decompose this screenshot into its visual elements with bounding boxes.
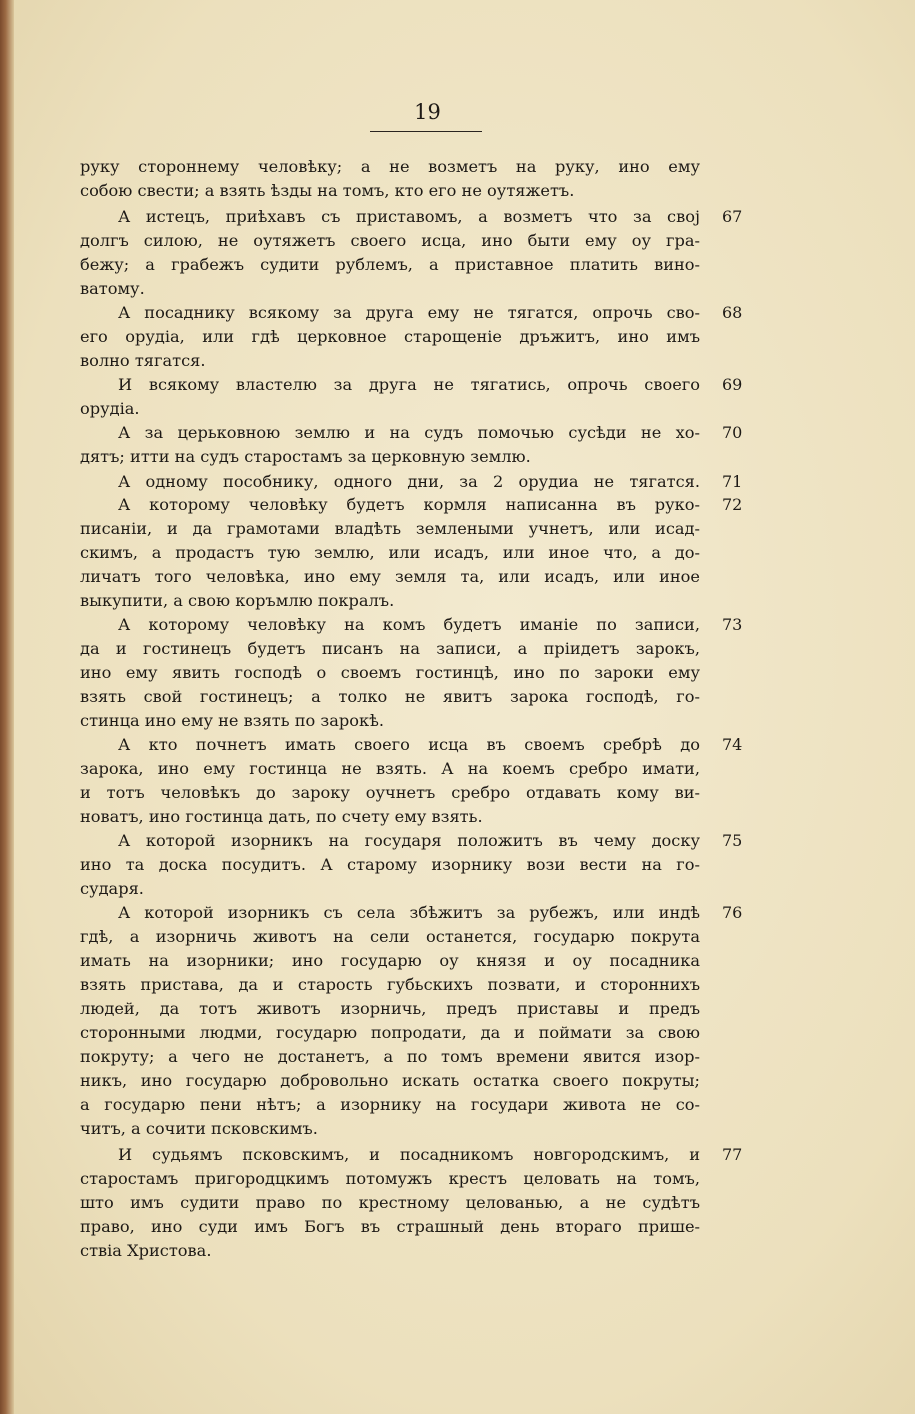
text-line: сударя. <box>80 879 144 898</box>
section-number: 70 <box>722 423 743 442</box>
text-line: писанiи, и да грамотами владѣть землеными учнетъ, или исад- <box>80 519 700 538</box>
section-number: 71 <box>722 472 743 491</box>
section-number: 73 <box>722 615 743 634</box>
text-line: гдѣ, а изорничь животъ на сели останется, государю покрута <box>80 927 700 946</box>
text-line: имать на изорники; ино государю оу князя и оу посадника <box>80 951 700 970</box>
text-line: ино ему явить господѣ о своемъ гостинцѣ, ино по зароки ему <box>80 663 700 682</box>
section-number: 75 <box>722 831 743 850</box>
text-line: читъ, а сочити псковскимъ. <box>80 1119 318 1138</box>
book-spine-edge <box>0 0 14 1414</box>
text-line: выкупити, а свою коръмлю покралъ. <box>80 591 395 610</box>
text-line: право, ино суди имъ Богъ въ страшный день втораго прише- <box>80 1217 700 1236</box>
text-line: А которой изорникъ на государя положитъ въ чему доску <box>118 831 700 850</box>
section-number: 72 <box>722 495 743 514</box>
section-number: 68 <box>722 303 743 322</box>
section-number: 77 <box>722 1145 743 1164</box>
text-line: ствiа Христова. <box>80 1241 212 1260</box>
text-line: долгъ силою, не оутяжетъ своего исца, ино быти ему оу гра- <box>80 231 700 250</box>
text-line: А истецъ, приѣхавъ съ приставомъ, а возметъ что за своj <box>118 207 700 226</box>
text-line: А которому человѣку будетъ кормля написанна въ руко- <box>118 495 700 514</box>
text-line: покруту; а чего не достанетъ, а по томъ времени явится изор- <box>80 1047 700 1066</box>
text-line: его орудiа, или гдѣ церковное старощенiе дръжитъ, ино имъ <box>80 327 700 346</box>
text-line: никъ, ино государю добровольно искать остатка своего покруты; <box>80 1071 700 1090</box>
text-line: И судьямъ псковскимъ, и посадникомъ новгородскимъ, и <box>118 1145 700 1164</box>
section-number: 74 <box>722 735 743 754</box>
text-line: ватому. <box>80 279 145 298</box>
header-rule <box>370 131 482 132</box>
text-line: А посаднику всякому за друга ему не тягатся, опрочь сво- <box>118 303 700 322</box>
text-line: взять пристава, да и старость губьскихъ позвати, и стороннихъ <box>80 975 700 994</box>
text-line: зарока, ино ему гостинца не взять. А на коемъ сребро имати, <box>80 759 700 778</box>
page-number: 19 <box>414 100 441 124</box>
text-line: орудiа. <box>80 399 140 418</box>
text-line: личатъ того человѣка, ино ему земля та, или исадъ, или иное <box>80 567 700 586</box>
text-line: скимъ, а продастъ тую землю, или исадъ, или иное что, а до- <box>80 543 700 562</box>
section-number: 76 <box>722 903 743 922</box>
text-line: А одному пособнику, одного дни, за 2 орудиа не тягатся. <box>118 472 700 491</box>
section-number: 69 <box>722 375 743 394</box>
text-line: А которой изорникъ съ села збѣжитъ за рубежъ, или индѣ <box>118 903 700 922</box>
text-line: А кто почнетъ имать своего исца въ своемъ сребрѣ до <box>118 735 700 754</box>
text-line: сторонными людми, государю попродати, да и поймати за свою <box>80 1023 700 1042</box>
text-line: што имъ судити право по крестному целованью, а не судѣтъ <box>80 1193 700 1212</box>
text-line: взять свой гостинецъ; а толко не явитъ зарока господѣ, го- <box>80 687 700 706</box>
text-line: А за церьковною землю и на судъ помочью сусѣди не хо- <box>118 423 700 442</box>
text-line: стинца ино ему не взять по зарокѣ. <box>80 711 384 730</box>
text-line: и тотъ человѣкъ до зароку оучнетъ сребро отдавать кому ви- <box>80 783 700 802</box>
text-line: ино та доска посудитъ. А старому изорнику вози вести на го- <box>80 855 700 874</box>
text-line: новатъ, ино гостинца дать, по счету ему взять. <box>80 807 483 826</box>
text-line: И всякому властелю за друга не тягатись, опрочь своего <box>118 375 700 394</box>
text-line: а государю пени нѣтъ; а изорнику на государи живота не со- <box>80 1095 700 1114</box>
text-line: старостамъ пригородцкимъ потомужъ крестъ целовать на томъ, <box>80 1169 700 1188</box>
text-line: волно тягатся. <box>80 351 206 370</box>
text-line: бежу; а грабежъ судити рублемъ, а приставное платить вино- <box>80 255 700 274</box>
text-line: собою свести; а взять ѣзды на томъ, кто его не оутяжетъ. <box>80 181 575 200</box>
text-line: А которому человѣку на комъ будетъ иманiе по записи, <box>118 615 700 634</box>
text-line: руку стороннему человѣку; а не возметъ на руку, ино ему <box>80 157 700 176</box>
text-line: дятъ; итти на судъ старостамъ за церковную землю. <box>80 447 531 466</box>
text-line: людей, да тотъ животъ изорничь, предъ приставы и предъ <box>80 999 700 1018</box>
section-number: 67 <box>722 207 743 226</box>
text-line: да и гостинецъ будетъ писанъ на записи, а прiидетъ зарокъ, <box>80 639 700 658</box>
